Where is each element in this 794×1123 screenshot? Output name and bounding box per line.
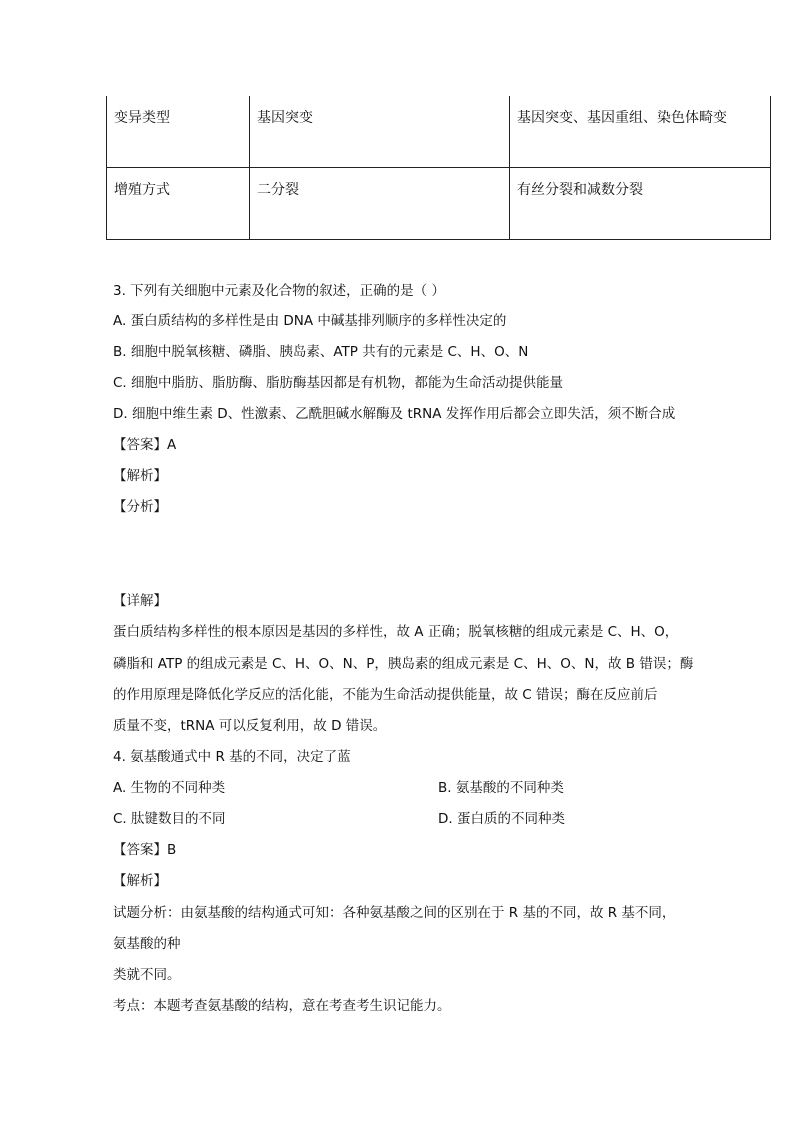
question-4-option-b: B. 氨基酸的不同种类 (438, 780, 564, 796)
question-3-analysis-label: 【解析】 (113, 468, 167, 484)
table-cell: 有丝分裂和减数分裂 (510, 168, 771, 240)
question-3-detail-line: 的作用原理是降低化学反应的活化能，不能为生命活动提供能量，故 C 错误；酶在反应前后 (113, 687, 658, 703)
table-cell: 基因突变、基因重组、染色体畸变 (510, 96, 771, 168)
question-4-analysis-line: 氨基酸的种 (113, 936, 181, 952)
question-3-detail-line: 磷脂和 ATP 的组成元素是 C、H、O、N、P，胰岛素的组成元素是 C、H、O、N，故 B 错误；酶 (113, 656, 694, 672)
question-4-option-a: A. 生物的不同种类 (113, 780, 226, 796)
table-cell: 二分裂 (250, 168, 510, 240)
question-3-detail-line: 蛋白质结构多样性的根本原因是基因的多样性，故 A 正确；脱氧核糖的组成元素是 C、H、O， (113, 624, 679, 640)
comparison-table (106, 96, 771, 240)
question-3-detail-label: 【详解】 (113, 593, 167, 609)
question-3-option-b: B. 细胞中脱氧核糖、磷脂、胰岛素、ATP 共有的元素是 C、H、O、N (113, 344, 529, 360)
question-4-option-d: D. 蛋白质的不同种类 (438, 811, 565, 827)
question-3-answer: 【答案】A (113, 437, 177, 453)
table-row (107, 96, 771, 168)
table-cell: 基因突变 (250, 96, 510, 168)
question-4-option-c: C. 肽键数目的不同 (113, 811, 226, 827)
question-3-fenxi-label: 【分析】 (113, 499, 167, 515)
question-3-option-d: D. 细胞中维生素 D、性激素、乙酰胆碱水解酶及 tRNA 发挥作用后都会立即失活，须不断合成 (113, 406, 676, 422)
table-row (107, 168, 771, 240)
question-3-detail-line: 质量不变，tRNA 可以反复利用，故 D 错误。 (113, 718, 387, 734)
table-cell: 变异类型 (107, 96, 250, 168)
question-3-stem: 3. 下列有关细胞中元素及化合物的叙述，正确的是（ ） (113, 283, 445, 299)
question-4-analysis-line: 类就不同。 (113, 967, 181, 983)
table-cell: 增殖方式 (107, 168, 250, 240)
question-4-analysis-line: 试题分析：由氨基酸的结构通式可知：各种氨基酸之间的区别在于 R 基的不同，故 R 基不同， (113, 905, 676, 921)
question-3-option-c: C. 细胞中脂肪、脂肪酶、脂肪酶基因都是有机物，都能为生命活动提供能量 (113, 375, 564, 391)
question-4-kaodian: 考点：本题考查氨基酸的结构，意在考查考生识记能力。 (113, 998, 451, 1014)
question-3-option-a: A. 蛋白质结构的多样性是由 DNA 中碱基排列顺序的多样性决定的 (113, 313, 507, 329)
question-4-stem: 4. 氨基酸通式中 R 基的不同，决定了蓝 (113, 749, 351, 765)
question-4-answer: 【答案】B (113, 842, 177, 858)
question-4-analysis-label: 【解析】 (113, 873, 167, 889)
